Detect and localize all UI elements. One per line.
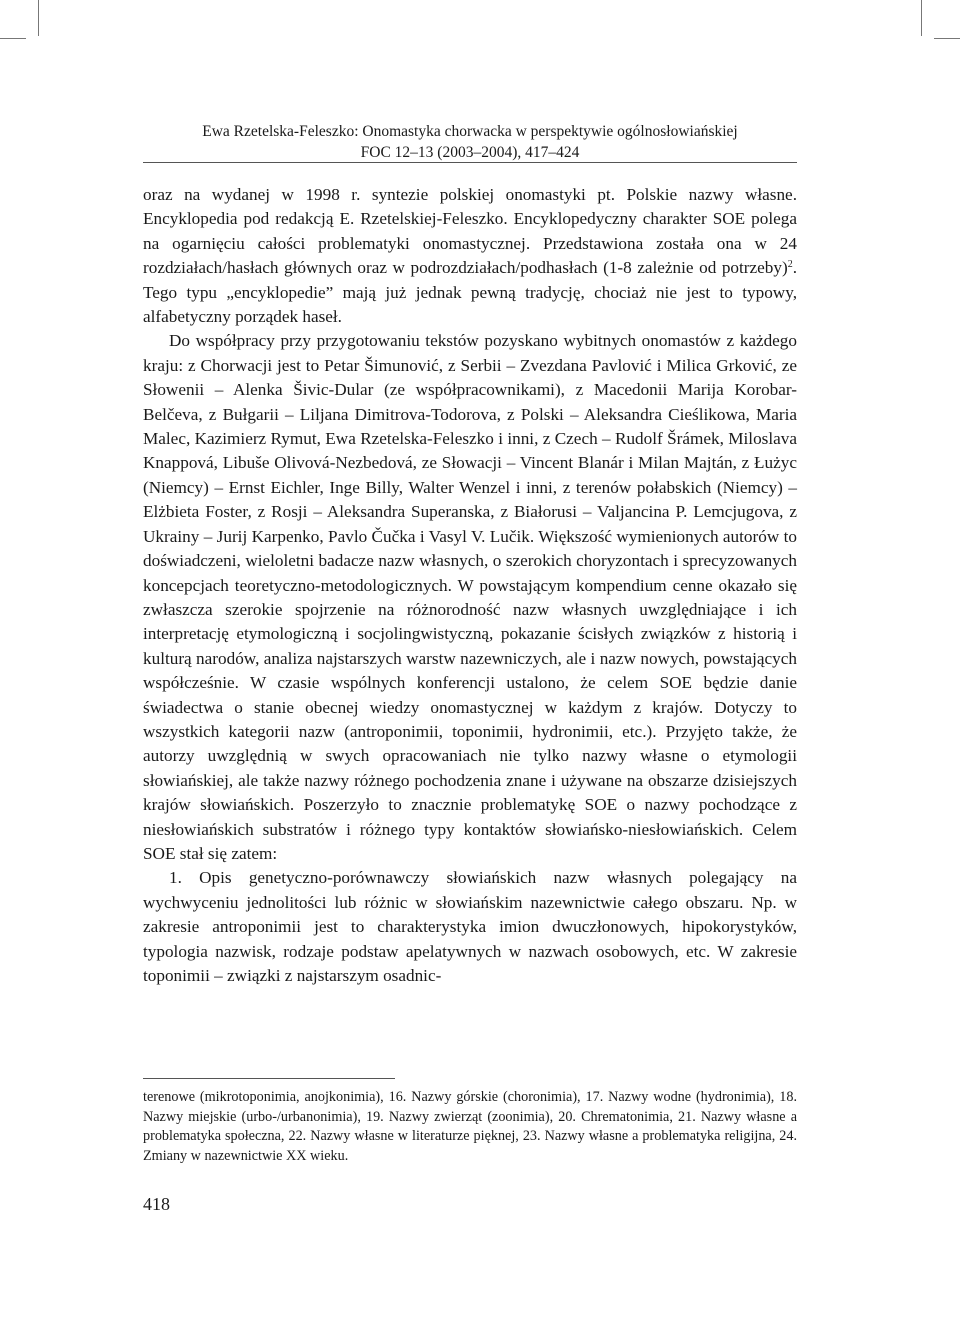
paragraph-3: 1. Opis genetyczno-porównawczy słowiańskich nazw własnych polegający na wychwyceniu jednolitości lub różnic w słowiańskim nazewnictwie całego obszaru. Np. w zakresie antroponimii jest to charakterystyka imion dwuczłonowych, hipokorystyków, typologia nazwisk, rodzaje podstaw apelatywnych w nazwach osobowych, etc. W zakresie toponimii – związki z najstarszym osadnic- [143, 868, 797, 985]
page-number: 418 [143, 1194, 170, 1214]
footnote-ref: 2 [787, 259, 793, 271]
crop-mark [934, 38, 960, 39]
footnote: terenowe (mikrotoponimia, anojkonimia), 16. Nazwy górskie (choronimia), 17. Nazwy wodne (hydronimia), 18. Nazwy miejskie (urbo-/urbanonimia), 19. Nazwy zwierząt (zoonimia), 20. Chrematonimia, 21. Nazwy własne a problematyka społeczna, 22. Nazwy własne w literaturze pięknej, 23. Nazwy własne a problematyka religijna, 24. Zmiany w nazewnictwie XX wieku. [143, 1089, 797, 1164]
paragraph-1 [143, 183, 797, 329]
paragraph-2: Do współpracy przy przygotowaniu tekstów pozyskano wybitnych onomastów z każdego kraju: z Chorwacji jest to Petar Šimunović, z Serbii – Zvezdana Pavlović i Milica Grković, ze Słowenii – Alenka Šivic-Dular (ze współpracownikami), z Macedonii Marija Korobar-Belčeva, z Bułgarii – Liljana Dimitrova-Todorova, z Polski – Aleksandra Cieślikowa, Maria Malec, Kazimierz Rymut, Ewa Rzetelska-Feleszko i inni, z Czech – Rudolf Šrámek, Miloslava Knappová, Libuše Olivová-Nezbedová, ze Słowacji – Vincent Blanár i Milan Majtán, z Łużyc (Niemcy) – Ernst Eichler, Inge Billy, Walter Wenzel i inni, z terenów połabskich (Niemcy) – Elżbieta Foster, z Rosji – Aleksandra Superanska, z Białorusi – Valjancina P. Lemcjugova, z Ukrainy – Jurij Karpenko, Pavlo Čučka i Vasyl V. Lučik. Większość wymienionych autorów to doświadczeni, wieloletni badacze nazw własnych, o szerokich choryzontach i sprecyzowanych koncepcjach teoretyczno-metodologicznych. W powstającym kompendium cenne okazało się zwłaszcza szerokie spojrzenie na różnorodność nazw własnych uwzględniające i ich interpretację etymologiczną i socjolingwistyczną, pokazanie ścisłych związków z historią i kulturą narodów, analiza najstarszych warstw nazewniczych, ale i nazw nowych, powstających współcześnie. W czasie wspólnych konferencji ustalono, że celem SOE będzie danie świadectwa o stanie obecnej wiedzy onomastycznej w każdym z krajów. Dotyczy to wszystkich kategorii nazw (antroponimii, toponimii, hydronimii, etc.). Przyjęto także, że autorzy uwzględnią w swych opracowaniach nie tylko nazwy własne o etymologii słowiańskiej, ale także nazwy różnego pochodzenia znane i używane na obszarze dzisiejszych krajów słowiańskich. Poszerzyło to znacznie problematykę SOE o nazwy pochodzące z niesłowiańskich substratów i różnego typy kontaktów słowiańsko-niesłowiańskich. Celem SOE stał się zatem: [143, 331, 797, 863]
main-text [143, 183, 797, 988]
paragraph-1-text-b: . Tego typu „encyklopedie” mają już jednak pewną tradycję, chociaż nie jest to typowy, alfabetyczny porządek haseł. [143, 258, 797, 327]
running-head-citation: FOC 12–13 (2003–2004), 417–424 [360, 144, 580, 161]
header-rule [143, 162, 797, 163]
running-head-title: Ewa Rzetelska-Feleszko: Onomastyka chorwacka w perspektywie ogólnosłowiańskiej [202, 123, 738, 140]
footnote-rule [143, 1078, 395, 1079]
crop-mark [921, 0, 922, 36]
paragraph-1-text-a: oraz na wydanej w 1998 r. syntezie polskiej onomastyki pt. Polskie nazwy własne. Encyklopedia pod redakcją E. Rzetelskiej-Feleszko. Encyklopedyczny charakter SOE polega na ogarnięciu całości problematyki onomastycznej. Przedstawiona została ona w 24 rozdziałach/hasłach głównych oraz w podrozdziałach/podhasłach (1-8 zależnie od potrzeby) [143, 185, 797, 278]
crop-mark [38, 0, 39, 36]
crop-mark [0, 38, 26, 39]
running-head [143, 121, 797, 163]
